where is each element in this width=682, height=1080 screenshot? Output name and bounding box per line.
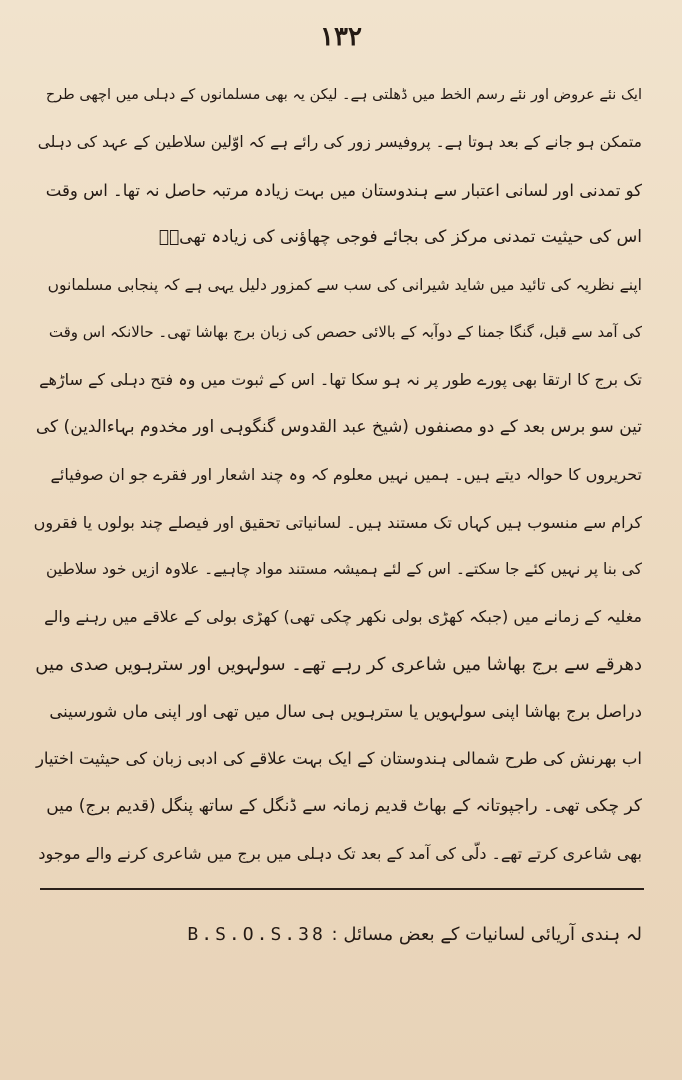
footnote (40, 924, 642, 945)
text-line: دھرقے سے برج بھاشا میں شاعری کر رہے تھے۔ سولہویں اور سترہویں صدی میں (35, 653, 642, 675)
text-line: اب بھرنش کی طرح شمالی ہندوستان کے ایک بہت علاقے کی ادبی زبان کی حیثیت اختیار (35, 749, 642, 769)
text-line: متمکن ہو جانے کے بعد ہوتا ہے۔ پروفیسر زور کی رائے ہے کہ اوّلین سلاطین کے عہد کی دہلی (37, 133, 642, 152)
text-line: کی آمد سے قبل، گنگا جمنا کے دوآبہ کے بالائی حصص کی زبان برج بھاشا تھی۔ حالانکہ اس وقت (48, 322, 642, 341)
text-line: دراصل برج بھاشا اپنی سولہویں یا سترہویں ہی سال میں تھی اور اپنی ماں شورسینی (49, 702, 642, 722)
text-line: تین سو برس بعد کے دو مصنفوں (شیخ عبد القدوس گنگوہی اور مخدوم بہاءالدین) کی (35, 416, 642, 437)
text-line: ایک نئے عروض اور نئے رسم الخط میں ڈھلتی ہے۔ لیکن یہ بھی مسلمانوں کے دہلی میں اچھی طرح (45, 87, 642, 103)
text-line: اس کی حیثیت تمدنی مرکز کی بجائے فوجی چھاؤنی کی زیادہ تھی۔ؔ (158, 227, 642, 248)
body-text (34, 72, 642, 878)
footnote-reference: B.S.O.S.38 (187, 924, 326, 945)
footnote-marker: لہ (625, 924, 642, 945)
text-line: اپنے نظریہ کی تائید میں شاید شیرانی کی سب سے کمزور دلیل یہی ہے کہ پنجابی مسلمانوں (47, 275, 642, 294)
text-line: تک برج کا ارتقا بھی پورے طور پر نہ ہو سکا تھا۔ اس کے ثبوت میں وہ فتح دہلی کے ساڑھے (39, 370, 642, 390)
text-line: کو تمدنی اور لسانی اعتبار سے ہندوستان میں بہت زیادہ مرتبہ حاصل نہ تھا۔ اس وقت (45, 180, 642, 200)
page-number: ۱۳۲ (320, 22, 362, 52)
text-line: کر چکی تھی۔ راجپوتانہ کے بھاٹ قدیم زمانہ سے ڈنگل کے ساتھ پنگل (قدیم برج) میں (46, 795, 642, 816)
footnote-text: ہندی آریائی لسانیات کے بعض مسائل : (331, 924, 621, 945)
text-line: تحریروں کا حوالہ دیتے ہیں۔ ہمیں نہیں معلوم کہ وہ چند اشعار اور فقرے جو ان صوفیائے (50, 465, 642, 485)
text-line: مغلیہ کے زمانے میں (جبکہ کھڑی بولی نکھر چکی تھی) کھڑی بولی کے علاقے میں رہنے والے (44, 607, 642, 627)
text-line: کرام سے منسوب ہیں کہاں تک مستند ہیں۔ لسانیاتی تحقیق اور فیصلے چند بولوں یا فقروں (34, 512, 642, 532)
text-line: بھی شاعری کرتے تھے۔ دلّی کی آمد کے بعد تک دہلی میں برج میں شاعری کرنے والے موجود (38, 844, 642, 864)
text-line: کی بنا پر نہیں کئے جا سکتے۔ اس کے لئے ہمیشہ مستند مواد چاہیے۔ علاوہ ازیں خود سلاطین (45, 559, 642, 578)
footnote-divider (40, 888, 644, 890)
